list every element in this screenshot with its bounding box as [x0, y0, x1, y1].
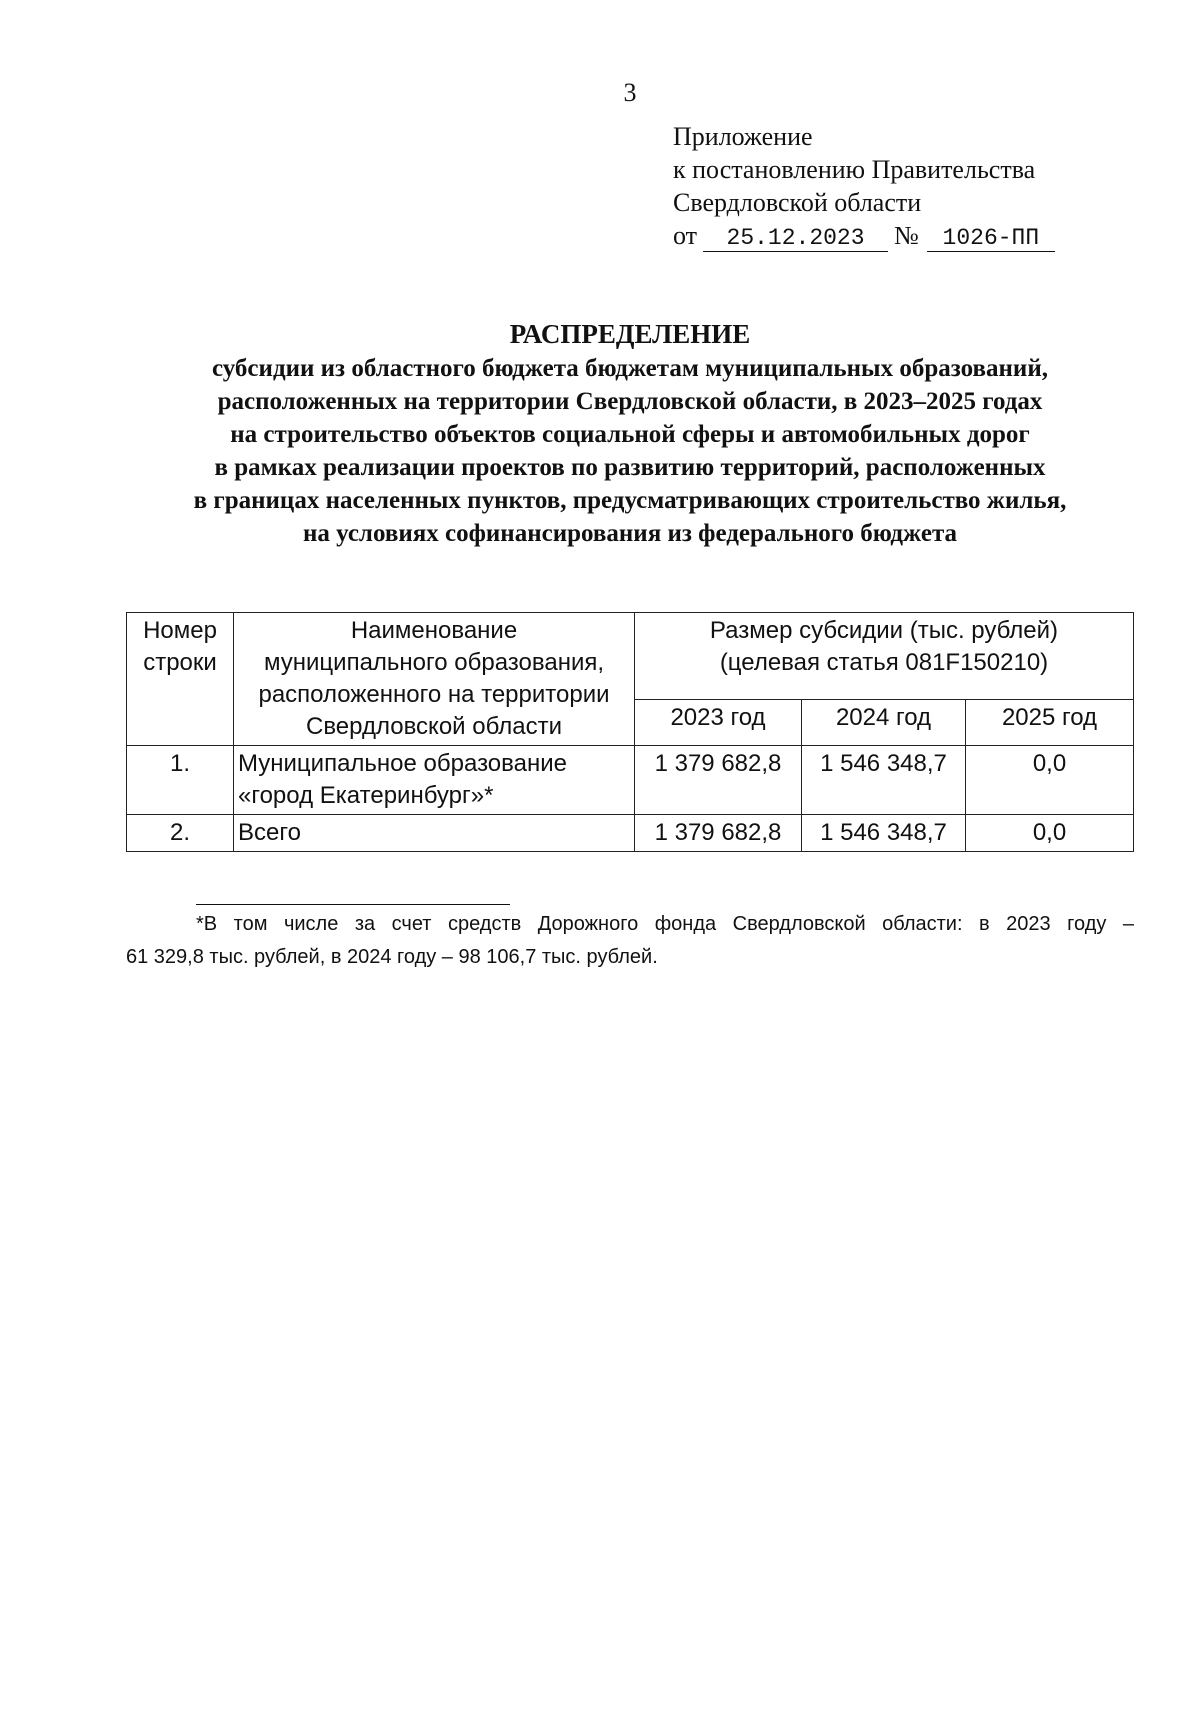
- row-number-cell: 1.: [127, 746, 234, 815]
- municipality-name-cell: Муниципальное образование «город Екатеринбург»*: [234, 746, 635, 815]
- header-year-2025: 2025 год: [966, 699, 1134, 745]
- appendix-block: [673, 120, 1055, 252]
- table-row-total: [127, 815, 1134, 852]
- footnote: [126, 908, 1134, 974]
- appendix-date-line: [673, 219, 1055, 252]
- value-2024-cell: 1 546 348,7: [802, 815, 966, 852]
- header-year-2024: 2024 год: [802, 699, 966, 745]
- subtitle-line: на строительство объектов социальной сферы и автомобильных дорог: [230, 421, 1030, 448]
- document-subtitle: [120, 352, 1140, 550]
- header-year-2023: 2023 год: [635, 699, 802, 745]
- appendix-line-1: Приложение: [673, 122, 813, 151]
- date-prefix: от: [673, 221, 698, 250]
- value-2023-cell: 1 379 682,8: [635, 746, 802, 815]
- footnote-separator: [196, 904, 510, 905]
- value-2025-cell: 0,0: [966, 746, 1134, 815]
- subtitle-line: субсидии из областного бюджета бюджетам муниципальных образований,: [212, 355, 1048, 382]
- page-number: 3: [623, 78, 637, 107]
- footnote-line-2: 61 329,8 тыс. рублей, в 2024 году – 98 106,7 тыс. рублей.: [126, 946, 658, 968]
- document-title: РАСПРЕДЕЛЕНИЕ: [509, 319, 751, 349]
- value-2024-cell: 1 546 348,7: [802, 746, 966, 815]
- appendix-line-2: к постановлению Правительства: [673, 155, 1036, 184]
- table-row: [127, 746, 1134, 815]
- subtitle-line: расположенных на территории Свердловской области, в 2023–2025 годах: [217, 388, 1043, 415]
- resolution-date: 25.12.2023: [703, 225, 888, 252]
- header-subsidy-amount: Размер субсидии (тыс. рублей) (целевая статья 081F150210): [635, 613, 1134, 700]
- row-number-cell: 2.: [127, 815, 234, 852]
- number-sign: №: [894, 221, 919, 250]
- subtitle-line: на условиях софинансирования из федерального бюджета: [302, 520, 958, 547]
- value-2025-cell: 0,0: [966, 815, 1134, 852]
- appendix-line-3: Свердловской области: [673, 188, 922, 217]
- value-2023-cell: 1 379 682,8: [635, 815, 802, 852]
- header-row-number: Номер строки: [127, 613, 234, 746]
- footnote-line-1: *В том числе за счет средств Дорожного фонда Свердловской области: в 2023 году –: [196, 913, 1134, 935]
- subtitle-line: в рамках реализации проектов по развитию территорий, расположенных: [214, 454, 1046, 481]
- header-municipality-name: Наименование муниципального образования, расположенного на территории Свердловской области: [234, 613, 635, 746]
- subtitle-line: в границах населенных пунктов, предусматривающих строительство жилья,: [193, 487, 1067, 514]
- table-header-row: [127, 613, 1134, 700]
- total-label-cell: Всего: [234, 815, 635, 852]
- document-title-block: [120, 316, 1140, 550]
- resolution-number: 1026-ПП: [927, 225, 1055, 252]
- subsidy-table: [126, 612, 1134, 852]
